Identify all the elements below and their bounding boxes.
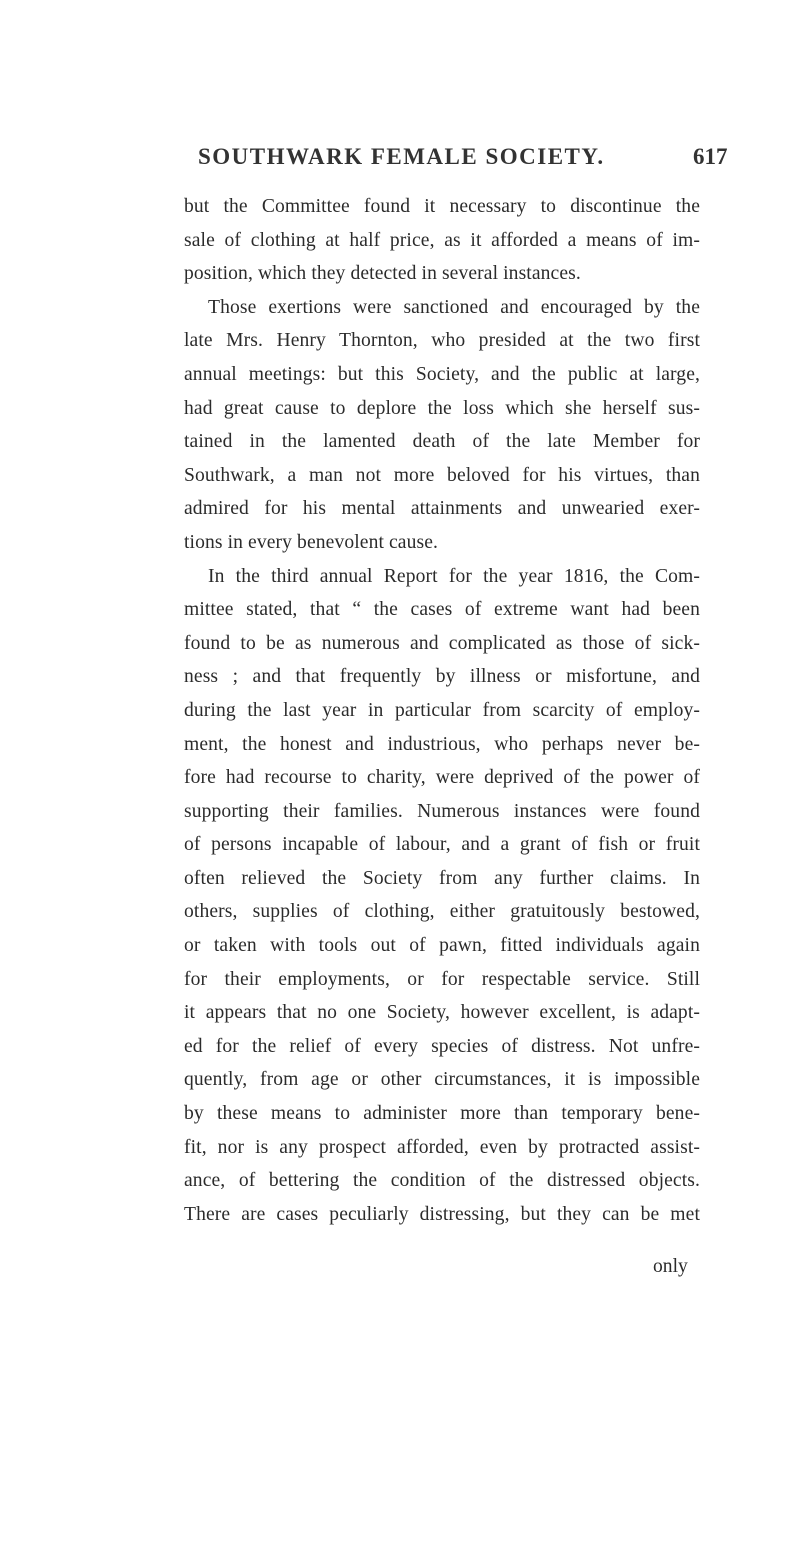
text-line: found to be as numerous and complicated as those of sick- (184, 632, 700, 654)
catchword: only (653, 1256, 688, 1277)
text-line: it appears that no one Society, however excellent, is adapt- (184, 1002, 700, 1024)
text-line: tions in every benevolent cause. (184, 531, 439, 553)
text-line: position, which they detected in several instances. (184, 263, 581, 285)
text-line: quently, from age or other circumstances, it is impossible (184, 1069, 700, 1091)
running-head (0, 144, 800, 174)
text-line: ance, of bettering the condition of the distressed objects. (184, 1170, 700, 1192)
text-line: sale of clothing at half price, as it afforded a means of im- (184, 229, 700, 251)
text-line: during the last year in particular from scarcity of employ- (184, 699, 700, 721)
text-line: ness ; and that frequently by illness or misfortune, and (184, 666, 700, 688)
text-line: or taken with tools out of pawn, fitted individuals again (184, 935, 700, 957)
page-number: 617 (693, 144, 728, 169)
text-line: by these means to administer more than temporary bene- (184, 1103, 700, 1125)
text-line: Those exertions were sanctioned and encouraged by the (208, 296, 700, 318)
text-line: others, supplies of clothing, either gratuitously bestowed, (184, 901, 700, 923)
text-line: had great cause to deplore the loss which she herself sus- (184, 397, 700, 419)
text-line: fore had recourse to charity, were deprived of the power of (184, 767, 700, 789)
text-line: In the third annual Report for the year 1816, the Com- (208, 565, 700, 587)
text-line: for their employments, or for respectable service. Still (184, 968, 700, 990)
text-line: late Mrs. Henry Thornton, who presided at the two first (184, 330, 700, 352)
text-line: supporting their families. Numerous instances were found (184, 800, 700, 822)
text-line: admired for his mental attainments and unwearied exer- (184, 498, 700, 520)
text-line: ed for the relief of every species of distress. Not unfre- (184, 1035, 700, 1057)
text-line: but the Committee found it necessary to discontinue the (184, 196, 700, 217)
body-text (184, 190, 700, 1231)
text-line: Southwark, a man not more beloved for his virtues, than (184, 464, 700, 486)
text-line: mittee stated, that “ the cases of extreme want had been (184, 599, 700, 621)
text-line: tained in the lamented death of the late Member for (184, 431, 700, 453)
text-line: There are cases peculiarly distressing, but they can be met (184, 1203, 700, 1225)
text-line: of persons incapable of labour, and a grant of fish or fruit (184, 834, 700, 856)
text-line: fit, nor is any prospect afforded, even by protracted assist- (184, 1136, 700, 1158)
running-head-title: SOUTHWARK FEMALE SOCIETY. (198, 144, 605, 169)
text-line: often relieved the Society from any further claims. In (184, 867, 700, 889)
text-line: ment, the honest and industrious, who perhaps never be- (184, 733, 700, 755)
text-line: annual meetings: but this Society, and the public at large, (184, 363, 700, 385)
